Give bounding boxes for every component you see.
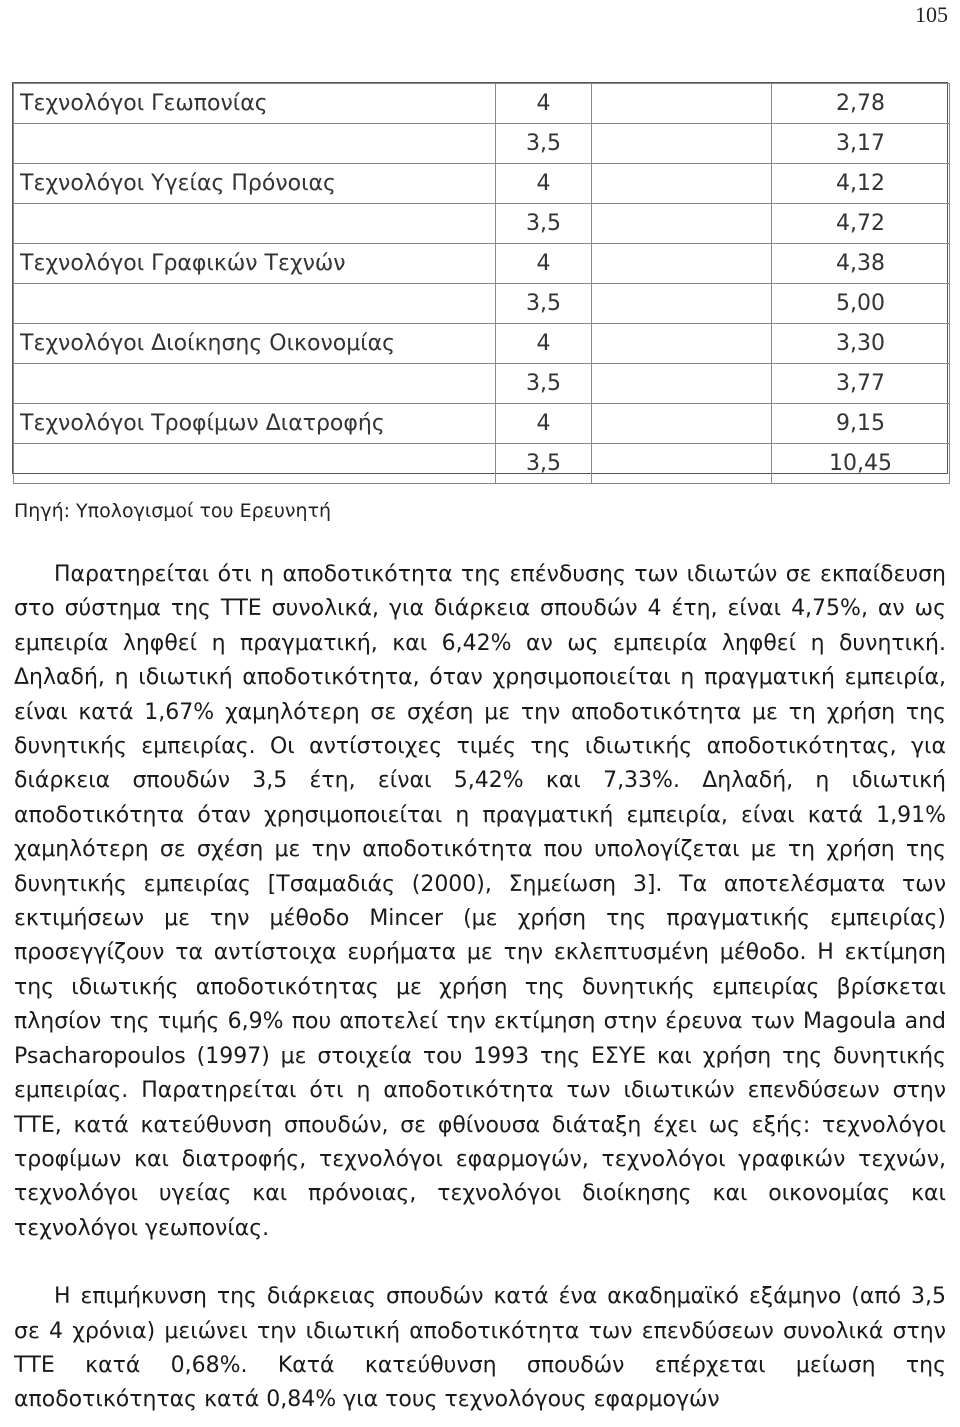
table-row — [14, 404, 950, 444]
table-row — [14, 324, 950, 364]
row-years: 4 — [496, 164, 592, 204]
row-rate: 3,30 — [772, 324, 950, 364]
row-spacer — [592, 324, 772, 364]
table-row — [14, 444, 950, 484]
row-years: 3,5 — [496, 204, 592, 244]
row-label: Τεχνολόγοι Τροφίμων Διατροφής — [14, 404, 496, 444]
row-rate: 4,12 — [772, 164, 950, 204]
row-label: Τεχνολόγοι Γραφικών Τεχνών — [14, 244, 496, 284]
row-rate: 2,78 — [772, 84, 950, 124]
table-body — [14, 84, 950, 484]
page-number: 105 — [915, 2, 948, 27]
row-rate: 3,17 — [772, 124, 950, 164]
row-spacer — [592, 124, 772, 164]
row-spacer — [592, 284, 772, 324]
row-spacer — [592, 404, 772, 444]
row-years: 3,5 — [496, 124, 592, 164]
table-row — [14, 244, 950, 284]
row-label — [14, 444, 496, 484]
row-rate: 3,77 — [772, 364, 950, 404]
row-rate: 10,45 — [772, 444, 950, 484]
returns-table — [12, 82, 948, 474]
body-text — [14, 558, 946, 1418]
row-years: 3,5 — [496, 284, 592, 324]
table-row — [14, 284, 950, 324]
row-label — [14, 124, 496, 164]
table-row — [14, 84, 950, 124]
row-label — [14, 284, 496, 324]
row-years: 4 — [496, 404, 592, 444]
row-label — [14, 204, 496, 244]
table-row — [14, 164, 950, 204]
row-label — [14, 364, 496, 404]
paragraph: Η επιμήκυνση της διάρκειας σπουδών κατά ένα ακαδημαϊκό εξάμηνο (από 3,5 σε 4 χρόνια) μειώνει την ιδιωτική αποδοτικότητα των επενδύσεων συνολικά στην ΤΤΕ κατά 0,68%. Κατά κατεύθυνση σπουδών επέρχεται μείωση της αποδοτικότητας κατά 0,84% για τους τεχνολόγους εφαρμογών — [14, 1284, 946, 1413]
row-spacer — [592, 84, 772, 124]
table-row — [14, 124, 950, 164]
paragraph: Παρατηρείται ότι η αποδοτικότητα της επένδυσης των ιδιωτών σε εκπαίδευση στο σύστημα της ΤΤΕ συνολικά, για διάρκεια σπουδών 4 έτη, είναι 4,75%, αν ως εμπειρία ληφθεί η πραγματική, και 6,42% αν ως εμπειρία ληφθεί η δυνητική. Δηλαδή, η ιδιωτική αποδοτικότητα, όταν χρησιμοποιείται η πραγματική εμπειρία, είναι κατά 1,67% χαμηλότερη σε σχέση με την αποδοτικότητα με τη χρήση της δυνητικής εμπειρίας. Οι αντίστοιχες τιμές της ιδιωτικής αποδοτικότητας, για διάρκεια σπουδών 3,5 έτη, είναι 5,42% και 7,33%. Δηλαδή, η ιδιωτική αποδοτικότητα όταν χρησιμοποιείται η πραγματική εμπειρία, είναι κατά 1,91% χαμηλότερη σε σχέση με την αποδοτικότητα που υπολογίζεται με τη χρήση της δυνητικής εμπειρίας [Τσαμαδιάς (2000), Σημείωση 3]. Τα αποτελέσματα των εκτιμήσεων με την μέθοδο Mincer (με χρήση της πραγματικής εμπειρίας) προσεγγίζουν τα αντίστοιχα ευρήματα με την εκλεπτυσμένη μέθοδο. Η εκτίμηση της ιδιωτικής αποδοτικότητας με χρήση της δυνητικής εμπειρίας βρίσκεται πλησίον της τιμής 6,9% που αποτελεί την εκτίμηση στην έρευνα των Magoula and Psacharopoulos (1997) με στοιχεία του 1993 της ΕΣΥΕ και χρήση της δυνητικής εμπειρίας. Παρατηρείται ότι η αποδοτικότητα των ιδιωτικών επενδύσεων στην ΤΤΕ, κατά κατεύθυνση σπουδών, σε φθίνουσα διάταξη έχει ως εξής: τεχνολόγοι τροφίμων και διατροφής, τεχνολόγοι εφαρμογών, τεχνολόγοι γραφικών τεχνών, τεχνολόγοι υγείας και πρόνοιας, τεχνολόγοι διοίκησης και οικονομίας και τεχνολόγοι γεωπονίας. — [14, 562, 946, 1241]
row-years: 3,5 — [496, 364, 592, 404]
row-label: Τεχνολόγοι Διοίκησης Οικονομίας — [14, 324, 496, 364]
row-years: 3,5 — [496, 444, 592, 484]
row-years: 4 — [496, 324, 592, 364]
row-rate: 4,72 — [772, 204, 950, 244]
row-rate: 4,38 — [772, 244, 950, 284]
row-rate: 5,00 — [772, 284, 950, 324]
row-spacer — [592, 364, 772, 404]
table-row — [14, 204, 950, 244]
results-table — [13, 83, 950, 484]
row-label: Τεχνολόγοι Γεωπονίας — [14, 84, 496, 124]
row-years: 4 — [496, 84, 592, 124]
row-spacer — [592, 244, 772, 284]
row-spacer — [592, 164, 772, 204]
row-spacer — [592, 204, 772, 244]
row-years: 4 — [496, 244, 592, 284]
row-spacer — [592, 444, 772, 484]
table-row — [14, 364, 950, 404]
source-note: Πηγή: Υπολογισμοί του Ερευνητή — [14, 500, 332, 522]
row-label: Τεχνολόγοι Υγείας Πρόνοιας — [14, 164, 496, 204]
row-rate: 9,15 — [772, 404, 950, 444]
